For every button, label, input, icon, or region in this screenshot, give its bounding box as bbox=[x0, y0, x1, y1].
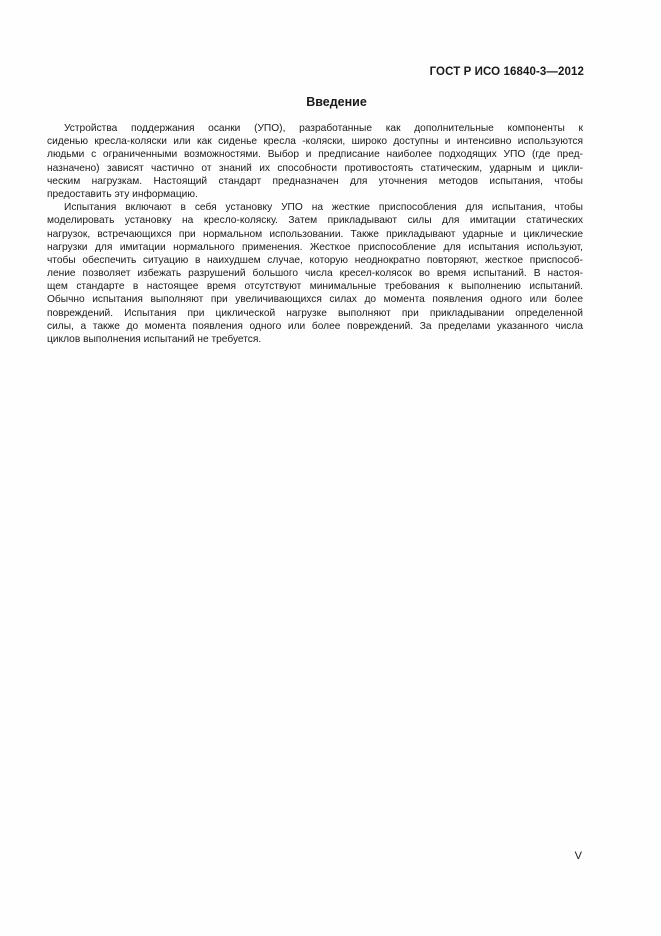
text-line: нагрузок, встречающихся при нормальном использовании. Также прикладывают ударные и циклические bbox=[47, 228, 583, 240]
text-line: повреждений. Испытания при циклической нагрузке выполняют при прикладывании определенной bbox=[47, 307, 583, 319]
text-line: людьми с ограниченными возможностями. Выбор и предписание наиболее подходящих УПО (где пред- bbox=[47, 149, 583, 161]
text-line: нагрузки для имитации нормального применения. Жесткое приспособление для испытания используют, bbox=[47, 241, 583, 253]
text-line: силы, а также до момента появления одного или более повреждений. За пределами указанного числа bbox=[47, 320, 583, 332]
text-line: предоставить эту информацию. bbox=[47, 188, 198, 200]
text-line: циклов выполнения испытаний не требуется. bbox=[47, 334, 262, 345]
paragraph-1 bbox=[47, 122, 583, 201]
text-line: ление позволяет избежать разрушений большого числа кресел-колясок во время испытаний. В настоя- bbox=[47, 268, 583, 280]
text-line: Испытания включают в себя установку УПО на жесткие приспособления для испытания, чтобы bbox=[64, 202, 583, 214]
document-code: ГОСТ Р ИСО 16840-3—2012 bbox=[429, 66, 584, 78]
text-line: Устройства поддержания осанки (УПО), разработанные как дополнительные компоненты к bbox=[64, 123, 583, 134]
text-line: щем стандарте в настоящее время отсутствуют минимальные требования к выполнению испытаний. bbox=[47, 281, 583, 293]
text-line: сиденью кресла-коляски или как сиденье кресла -коляски, широко доступны и интенсивно используются bbox=[47, 136, 583, 148]
page-number: V bbox=[574, 850, 582, 862]
text-line: назначено) зависят частично от знаний их способности противостоять статическим, ударным и цикли- bbox=[47, 162, 583, 174]
body-text bbox=[47, 122, 583, 346]
text-line: Обычно испытания выполняют при увеличивающихся силах до момента появления одного или более bbox=[47, 294, 583, 306]
section-title: Введение bbox=[306, 95, 367, 109]
text-line: моделировать установку на кресло-коляску. Затем прикладывают силы для имитации статических bbox=[47, 215, 583, 227]
paragraph-2 bbox=[47, 201, 583, 346]
text-line: чтобы обеспечить ситуацию в наихудшем случае, которую неоднократно повторяют, жесткое приспособ- bbox=[47, 254, 583, 266]
text-line: ческим нагрузкам. Настоящий стандарт предназначен для уточнения методов испытания, чтобы bbox=[47, 175, 583, 187]
